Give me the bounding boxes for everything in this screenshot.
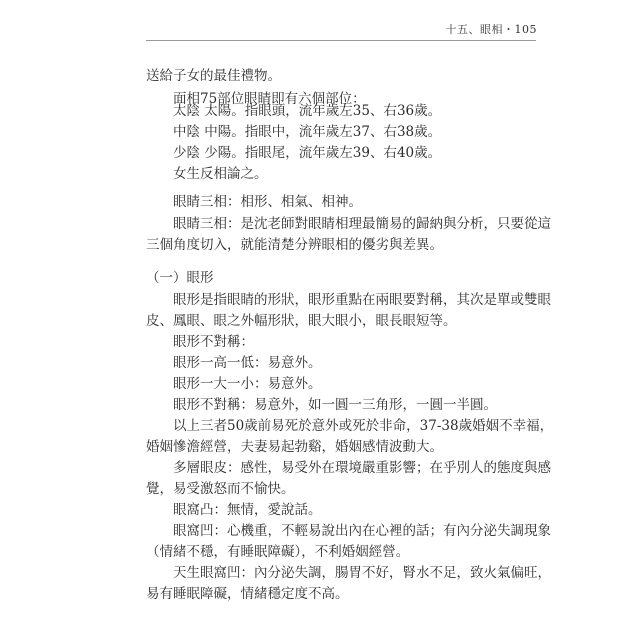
header-rule [146, 40, 536, 41]
text-line: 易有睡眠障礙，情緒穩定度不高。 [146, 586, 349, 602]
text-line: 太陰 太陽。指眼頭，流年歲左35、右36歲。 [173, 103, 442, 119]
text-line: 眼窩凹：心機重，不輕易說出內在心裡的話；有內分泌失調現象 [173, 523, 551, 539]
text-line: 眼形是指眼睛的形狀，眼形重點在兩眼要對稱，其次是單或雙眼 [173, 292, 551, 308]
text-line: 送給子女的最佳禮物。 [146, 68, 281, 84]
text-line: 眼形一大一小：易意外。 [173, 376, 322, 392]
text-line: 眼形不對稱：易意外，如一圓一三角形，一圓一半圓。 [173, 397, 497, 413]
text-line: 眼睛三相：相形、相氣、相神。 [173, 194, 362, 210]
text-line: （情緒不穩，有睡眠障礙），不利婚姻經營。 [146, 544, 410, 560]
text-line: 眼窩凸：無情，愛說話。 [173, 502, 322, 518]
text-line: 眼形不對稱： [173, 334, 254, 350]
text-line: 眼睛三相：是沈老師對眼睛相理最簡易的歸納與分析，只要從這 [173, 216, 551, 232]
header-separator: ・ [503, 23, 515, 36]
text-line: 眼形一高一低：易意外。 [173, 355, 322, 371]
section-heading: （一）眼形 [146, 270, 214, 286]
text-line: 覺，易受激怒而不愉快。 [146, 481, 295, 497]
text-line: 多層眼皮：感性，易受外在環境嚴重影響；在乎別人的態度與感 [173, 460, 551, 476]
text-line: 少陰 少陽。指眼尾，流年歲左39、右40歲。 [173, 145, 442, 161]
text-line: 中陰 中陽。指眼中，流年歲左37、右38歲。 [173, 124, 442, 140]
text-line: 婚姻慘澹經營，夫妻易起勃谿，婚姻感情波動大。 [146, 439, 443, 455]
text-line: 面相75部位眼睛即有六個部位： [173, 91, 366, 107]
text-line: 皮、鳳眼、眼之外幅形狀，眼大眼小，眼長眼短等。 [146, 313, 457, 329]
running-header [446, 21, 538, 37]
text-line: 天生眼窩凹：內分泌失調，腸胃不好，腎水不足，致火氣偏旺， [173, 565, 551, 581]
page-number: 105 [514, 23, 537, 36]
text-line: 以上三者50歲前易死於意外或死於非命，37-38歲婚姻不幸福， [173, 418, 554, 434]
text-line: 女生反相論之。 [173, 166, 268, 182]
running-title: 十五、眼相 [445, 23, 503, 36]
text-line: 三個角度切入，就能清楚分辨眼相的優劣與差異。 [146, 237, 443, 253]
